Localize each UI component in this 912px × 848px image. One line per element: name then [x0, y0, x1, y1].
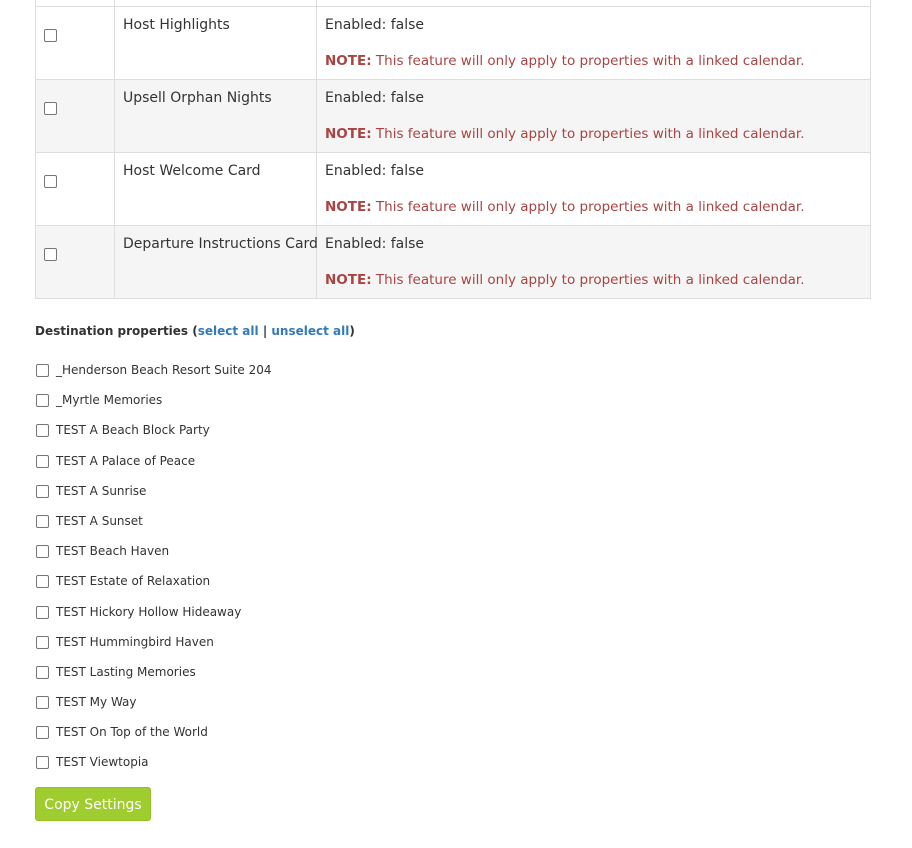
property-label[interactable]: _Henderson Beach Resort Suite 204: [56, 363, 272, 377]
table-row: [36, 153, 871, 226]
property-label[interactable]: TEST A Sunset: [56, 513, 143, 528]
list-item[interactable]: [35, 453, 272, 483]
property-checkbox[interactable]: [36, 726, 49, 739]
list-item[interactable]: [35, 362, 272, 392]
note-text: This feature will only apply to properties with a linked calendar.: [371, 126, 805, 142]
list-item[interactable]: [35, 604, 272, 634]
property-label[interactable]: TEST Viewtopia: [56, 755, 149, 770]
list-item[interactable]: [35, 483, 272, 513]
feature-note: [317, 106, 870, 142]
property-checkbox[interactable]: [36, 364, 49, 377]
list-item[interactable]: [35, 664, 272, 694]
property-label[interactable]: TEST A Sunrise: [56, 483, 147, 498]
paren-open: (: [188, 324, 198, 338]
unselect-all-link[interactable]: unselect all: [271, 324, 350, 338]
property-label[interactable]: TEST A Palace of Peace: [56, 453, 196, 468]
list-item[interactable]: [35, 543, 272, 573]
feature-select-cell: [36, 7, 115, 80]
select-all-link[interactable]: select all: [197, 324, 259, 338]
property-label[interactable]: TEST Lasting Memories: [56, 664, 196, 679]
property-checkbox[interactable]: [36, 636, 49, 649]
property-checkbox[interactable]: [36, 696, 49, 709]
feature-checkbox-upsell-orphan-nights[interactable]: [44, 102, 57, 115]
note-text: This feature will only apply to properties with a linked calendar.: [371, 53, 805, 69]
property-checkbox[interactable]: [36, 545, 49, 558]
feature-note: [317, 179, 870, 215]
note-text: This feature will only apply to properties with a linked calendar.: [371, 272, 805, 288]
list-item[interactable]: [35, 573, 272, 603]
property-label[interactable]: TEST Hummingbird Haven: [56, 634, 214, 649]
note-label: NOTE:: [325, 53, 372, 69]
property-checkbox[interactable]: [36, 515, 49, 528]
list-item[interactable]: [35, 754, 272, 784]
property-checkbox[interactable]: [36, 485, 49, 498]
feature-select-cell: [36, 226, 115, 299]
list-item[interactable]: [35, 724, 272, 754]
destination-properties-heading: [35, 324, 355, 338]
feature-status: Enabled: false: [325, 236, 425, 252]
feature-name: Departure Instructions Card: [123, 236, 318, 252]
link-separator: |: [258, 324, 272, 338]
property-checkbox[interactable]: [36, 666, 49, 679]
feature-name: Host Welcome Card: [123, 163, 261, 179]
list-item[interactable]: [35, 634, 272, 664]
property-label[interactable]: TEST On Top of the World: [56, 725, 208, 740]
feature-status: Enabled: false: [325, 163, 425, 179]
property-label[interactable]: TEST My Way: [56, 695, 137, 710]
property-label[interactable]: TEST Hickory Hollow Hideaway: [56, 604, 242, 619]
paren-close: ): [349, 324, 355, 338]
table-row: [36, 80, 871, 153]
feature-select-cell: [36, 80, 115, 153]
feature-note: [317, 252, 870, 288]
feature-checkbox-departure-instructions-card[interactable]: [44, 248, 57, 261]
table-row: [36, 226, 871, 299]
property-label[interactable]: TEST Beach Haven: [56, 544, 170, 559]
feature-checkbox-host-welcome-card[interactable]: [44, 175, 57, 188]
list-item[interactable]: [35, 513, 272, 543]
note-label: NOTE:: [325, 199, 372, 215]
feature-select-cell: [36, 153, 115, 226]
property-label[interactable]: TEST A Beach Block Party: [56, 423, 210, 438]
feature-note: [317, 33, 870, 69]
list-item[interactable]: [35, 392, 272, 422]
list-item[interactable]: [35, 422, 272, 452]
feature-checkbox-host-highlights[interactable]: [44, 29, 57, 42]
feature-status: Enabled: false: [325, 17, 425, 33]
feature-status: Enabled: false: [325, 90, 425, 106]
property-label[interactable]: _Myrtle Memories: [56, 393, 163, 408]
property-checkbox[interactable]: [36, 424, 49, 437]
property-checkbox[interactable]: [36, 575, 49, 588]
property-checkbox[interactable]: [36, 455, 49, 468]
property-checkbox[interactable]: [36, 394, 49, 407]
list-item[interactable]: [35, 694, 272, 724]
note-label: NOTE:: [325, 272, 372, 288]
feature-name: Upsell Orphan Nights: [123, 90, 272, 106]
destination-heading-text: Destination properties: [35, 324, 189, 338]
property-checkbox[interactable]: [36, 606, 49, 619]
property-checkbox[interactable]: [36, 756, 49, 769]
copy-settings-button[interactable]: Copy Settings: [35, 787, 151, 821]
feature-name: Host Highlights: [123, 17, 230, 33]
feature-settings-table: [35, 0, 871, 299]
table-row: [36, 7, 871, 80]
note-text: This feature will only apply to properties with a linked calendar.: [371, 199, 805, 215]
property-label[interactable]: TEST Estate of Relaxation: [56, 574, 211, 589]
destination-property-list: [35, 362, 272, 785]
note-label: NOTE:: [325, 126, 372, 142]
